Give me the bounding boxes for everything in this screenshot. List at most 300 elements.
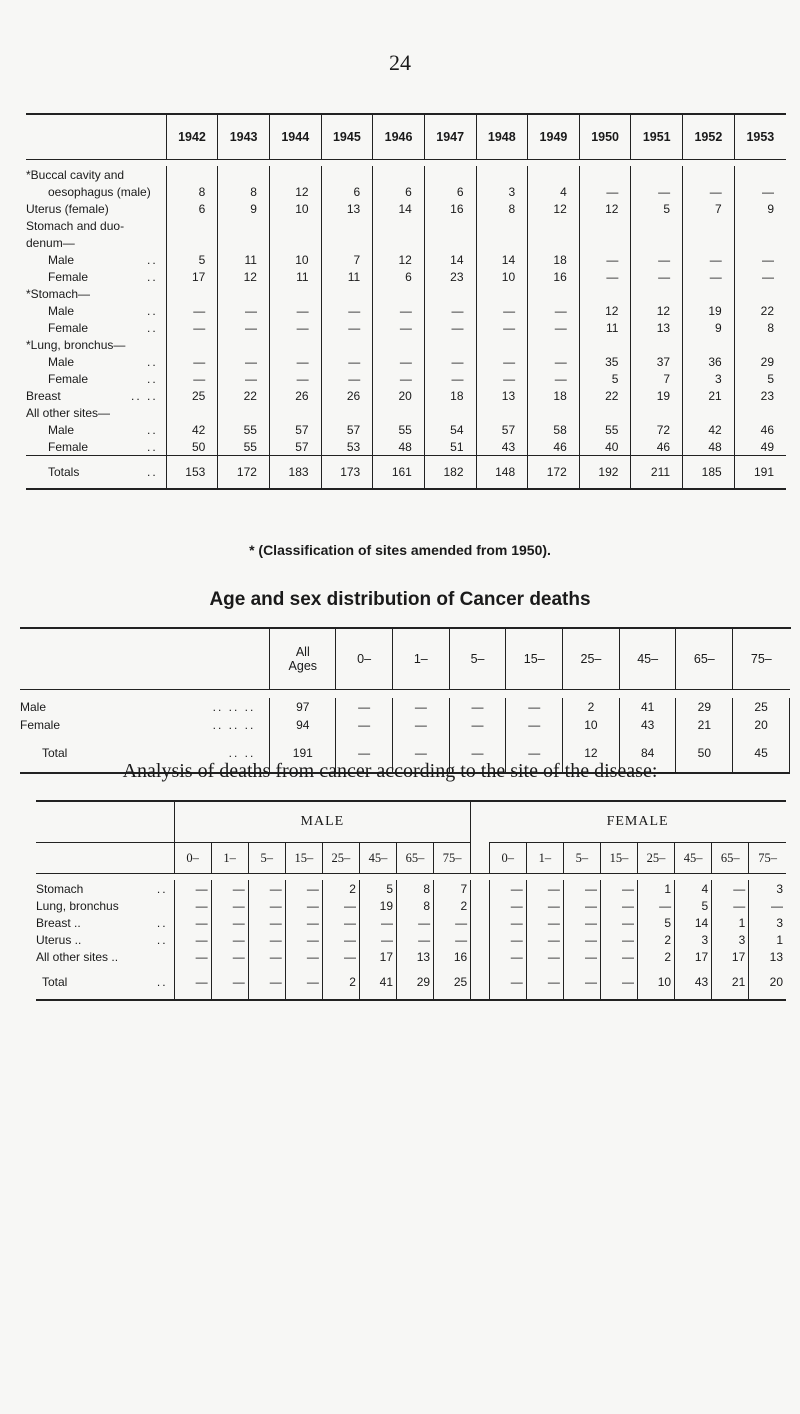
- total-cell: 161: [373, 456, 425, 490]
- row-label: [26, 404, 166, 421]
- value-cell: —: [424, 353, 476, 370]
- female-age-header: 75–: [749, 843, 786, 874]
- value-cell: [269, 336, 321, 353]
- value-cell: [631, 234, 683, 251]
- leader-dots: ..: [146, 439, 158, 454]
- value-cell: [683, 234, 735, 251]
- female-age-header: 15–: [600, 843, 637, 874]
- female-total-cell: —: [526, 965, 563, 1000]
- age-group-header: [676, 628, 733, 690]
- blank-header: [26, 114, 166, 160]
- female-total-cell: —: [600, 965, 637, 1000]
- table-row: [36, 897, 786, 914]
- total-row: [36, 965, 786, 1000]
- female-value-cell: 17: [675, 948, 712, 965]
- total-cell: —: [392, 734, 449, 773]
- value-cell: [476, 336, 528, 353]
- value-cell: 12: [579, 302, 631, 319]
- value-cell: [528, 404, 580, 421]
- value-cell: [166, 234, 218, 251]
- male-value-cell: 7: [434, 880, 471, 897]
- row-label-text: Lung, bronchus: [36, 898, 119, 913]
- row-label: [36, 948, 174, 965]
- row-label-text: Female: [48, 269, 89, 284]
- value-cell: —: [631, 268, 683, 285]
- value-cell: [218, 336, 270, 353]
- female-total-cell: —: [489, 965, 526, 1000]
- value-cell: 36: [683, 353, 735, 370]
- value-cell: [269, 234, 321, 251]
- year-header: 1943: [218, 114, 270, 160]
- male-value-cell: —: [174, 931, 211, 948]
- male-value-cell: 2: [434, 897, 471, 914]
- age-group-header-text: 15–: [523, 652, 545, 666]
- female-value-cell: —: [489, 897, 526, 914]
- value-cell: 6: [321, 183, 373, 200]
- female-value-cell: 13: [749, 948, 786, 965]
- value-cell: [373, 217, 425, 234]
- male-value-cell: —: [359, 931, 396, 948]
- age-sex-table: [20, 627, 790, 774]
- row-label-text: Male: [48, 422, 75, 437]
- value-cell: [424, 217, 476, 234]
- value-cell: 26: [321, 387, 373, 404]
- row-label: [26, 336, 166, 353]
- table-row: [36, 931, 786, 948]
- row-label-text: *Lung, bronchus—: [26, 337, 126, 352]
- value-cell: —: [734, 268, 786, 285]
- male-value-cell: —: [434, 931, 471, 948]
- value-cell: 7: [683, 200, 735, 217]
- female-value-cell: —: [712, 880, 749, 897]
- male-value-cell: —: [211, 897, 248, 914]
- value-cell: 21: [676, 716, 733, 734]
- female-total-cell: —: [563, 965, 600, 1000]
- age-group-header: [449, 628, 506, 690]
- value-cell: —: [528, 370, 580, 387]
- age-group-header: [506, 628, 563, 690]
- leader-dots: .. .. ..: [212, 700, 256, 714]
- value-cell: —: [336, 716, 393, 734]
- female-value-cell: —: [489, 931, 526, 948]
- female-value-cell: —: [526, 897, 563, 914]
- male-age-header: 0–: [174, 843, 211, 874]
- male-value-cell: —: [174, 948, 211, 965]
- value-cell: 29: [734, 353, 786, 370]
- age-group-header-text: 5–: [470, 652, 485, 666]
- value-cell: [321, 285, 373, 302]
- female-value-cell: —: [749, 897, 786, 914]
- value-cell: [476, 217, 528, 234]
- male-age-header: 75–: [434, 843, 471, 874]
- total-cell: 45: [733, 734, 790, 773]
- male-value-cell: —: [174, 897, 211, 914]
- total-label-text: Total: [42, 975, 68, 989]
- value-cell: 42: [166, 421, 218, 438]
- value-cell: [373, 404, 425, 421]
- total-cell: —: [506, 734, 563, 773]
- value-cell: —: [579, 268, 631, 285]
- female-value-cell: —: [638, 897, 675, 914]
- total-cell: 211: [631, 456, 683, 490]
- value-cell: 55: [373, 421, 425, 438]
- value-cell: 37: [631, 353, 683, 370]
- value-cell: 22: [218, 387, 270, 404]
- female-total-cell: 43: [675, 965, 712, 1000]
- total-cell: 191: [734, 456, 786, 490]
- value-cell: 20: [733, 716, 790, 734]
- gap-cell: [471, 914, 490, 931]
- female-value-cell: 2: [638, 948, 675, 965]
- row-label-text: Breast: [26, 388, 61, 403]
- value-cell: [424, 234, 476, 251]
- total-cell: 185: [683, 456, 735, 490]
- value-cell: —: [631, 183, 683, 200]
- value-cell: [528, 166, 580, 183]
- male-total-cell: 2: [322, 965, 359, 1000]
- female-age-header: 65–: [712, 843, 749, 874]
- value-cell: [579, 166, 631, 183]
- value-cell: —: [506, 716, 563, 734]
- spacer-row: [20, 690, 790, 699]
- table-row: [26, 302, 786, 319]
- value-cell: [579, 217, 631, 234]
- female-value-cell: —: [489, 880, 526, 897]
- gap-cell: [471, 843, 490, 874]
- year-header: 1948: [476, 114, 528, 160]
- male-value-cell: 8: [397, 880, 434, 897]
- value-cell: 18: [424, 387, 476, 404]
- row-label: [26, 319, 166, 336]
- age-group-header-text: 75–: [750, 652, 772, 666]
- value-cell: —: [449, 716, 506, 734]
- value-cell: 42: [683, 421, 735, 438]
- table-row: [26, 336, 786, 353]
- row-label: [26, 251, 166, 268]
- male-age-header: 5–: [248, 843, 285, 874]
- value-cell: [528, 234, 580, 251]
- value-cell: 13: [631, 319, 683, 336]
- value-cell: —: [336, 698, 393, 716]
- row-label: [26, 421, 166, 438]
- value-cell: 6: [373, 183, 425, 200]
- value-cell: 58: [528, 421, 580, 438]
- leader-dots: ..: [146, 303, 158, 318]
- age-sex-title: Age and sex distribution of Cancer deaths: [209, 589, 591, 610]
- value-cell: 12: [528, 200, 580, 217]
- age-group-header-text: All Ages: [288, 645, 318, 673]
- value-cell: 51: [424, 438, 476, 456]
- female-value-cell: 3: [749, 880, 786, 897]
- row-label: [36, 931, 174, 948]
- value-cell: —: [321, 319, 373, 336]
- value-cell: 23: [734, 387, 786, 404]
- totals-row: [26, 456, 786, 490]
- total-cell: 172: [528, 456, 580, 490]
- female-value-cell: —: [563, 914, 600, 931]
- total-cell: 12: [563, 734, 620, 773]
- male-value-cell: —: [248, 880, 285, 897]
- leader-dots: ..: [146, 269, 158, 284]
- row-label: [20, 716, 270, 734]
- row-label-text: Female: [20, 718, 61, 732]
- male-value-cell: —: [285, 914, 322, 931]
- male-total-cell: —: [248, 965, 285, 1000]
- value-cell: [166, 336, 218, 353]
- value-cell: [269, 404, 321, 421]
- female-total-cell: 21: [712, 965, 749, 1000]
- male-value-cell: —: [322, 948, 359, 965]
- value-cell: 48: [373, 438, 425, 456]
- value-cell: [476, 166, 528, 183]
- female-value-cell: —: [526, 931, 563, 948]
- value-cell: 11: [269, 268, 321, 285]
- value-cell: —: [166, 353, 218, 370]
- value-cell: —: [683, 268, 735, 285]
- row-label-text: Male: [48, 252, 75, 267]
- female-value-cell: 2: [638, 931, 675, 948]
- leader-dots: ..: [156, 975, 168, 989]
- age-group-header-text: 45–: [637, 652, 659, 666]
- year-header: 1945: [321, 114, 373, 160]
- value-cell: [476, 285, 528, 302]
- value-cell: 4: [528, 183, 580, 200]
- value-cell: —: [506, 698, 563, 716]
- row-label-text: All other sites—: [26, 405, 111, 420]
- value-cell: 18: [528, 387, 580, 404]
- totals-label: [26, 456, 166, 490]
- value-cell: [166, 285, 218, 302]
- value-cell: —: [424, 302, 476, 319]
- value-cell: 7: [631, 370, 683, 387]
- female-value-cell: 3: [675, 931, 712, 948]
- value-cell: [734, 336, 786, 353]
- value-cell: —: [218, 353, 270, 370]
- value-cell: 10: [563, 716, 620, 734]
- value-cell: —: [269, 319, 321, 336]
- leader-dots: ..: [156, 915, 168, 930]
- totals-label-text: Totals: [48, 465, 80, 479]
- leader-dots: .. .. ..: [212, 718, 256, 732]
- value-cell: 8: [476, 200, 528, 217]
- leader-dots: ..: [146, 354, 158, 369]
- age-group-header: [336, 628, 393, 690]
- male-total-cell: —: [285, 965, 322, 1000]
- value-cell: —: [449, 698, 506, 716]
- value-cell: 25: [166, 387, 218, 404]
- value-cell: 19: [683, 302, 735, 319]
- female-value-cell: 1: [712, 914, 749, 931]
- value-cell: 94: [270, 716, 336, 734]
- value-cell: 7: [321, 251, 373, 268]
- value-cell: [321, 217, 373, 234]
- value-cell: —: [528, 353, 580, 370]
- spacer-cell: [20, 690, 790, 699]
- value-cell: —: [424, 319, 476, 336]
- leader-dots: ..: [146, 465, 158, 479]
- value-cell: 3: [683, 370, 735, 387]
- sex-header-row: [36, 801, 786, 843]
- value-cell: —: [373, 319, 425, 336]
- value-cell: 12: [373, 251, 425, 268]
- value-cell: —: [683, 251, 735, 268]
- leader-dots: ..: [156, 932, 168, 947]
- female-value-cell: —: [489, 948, 526, 965]
- male-age-header: 25–: [322, 843, 359, 874]
- row-label: [36, 914, 174, 931]
- age-group-header-text: 0–: [357, 652, 372, 666]
- value-cell: 14: [373, 200, 425, 217]
- value-cell: 12: [631, 302, 683, 319]
- value-cell: 21: [683, 387, 735, 404]
- female-age-header: 0–: [489, 843, 526, 874]
- value-cell: 14: [476, 251, 528, 268]
- table-row: [26, 421, 786, 438]
- row-label-text: *Buccal cavity and: [26, 167, 125, 182]
- total-cell: 191: [270, 734, 336, 773]
- year-header: 1947: [424, 114, 476, 160]
- male-value-cell: —: [211, 931, 248, 948]
- value-cell: [269, 166, 321, 183]
- male-value-cell: —: [285, 931, 322, 948]
- female-value-cell: 1: [749, 931, 786, 948]
- value-cell: 40: [579, 438, 631, 456]
- value-cell: 53: [321, 438, 373, 456]
- value-cell: 25: [733, 698, 790, 716]
- female-value-cell: —: [600, 880, 637, 897]
- male-total-cell: —: [211, 965, 248, 1000]
- blank-header: [36, 801, 174, 843]
- value-cell: —: [528, 302, 580, 319]
- value-cell: [424, 336, 476, 353]
- row-label-text: Male: [48, 354, 75, 369]
- row-label-text: Male: [48, 303, 75, 318]
- leader-dots: ..: [146, 371, 158, 386]
- male-value-cell: —: [248, 931, 285, 948]
- value-cell: 23: [424, 268, 476, 285]
- value-cell: 17: [166, 268, 218, 285]
- female-value-cell: 5: [675, 897, 712, 914]
- value-cell: 14: [424, 251, 476, 268]
- value-cell: 55: [218, 421, 270, 438]
- value-cell: 10: [269, 200, 321, 217]
- age-group-header: [619, 628, 676, 690]
- male-value-cell: —: [434, 914, 471, 931]
- row-label-text: Stomach: [36, 881, 84, 896]
- value-cell: —: [528, 319, 580, 336]
- row-label: [26, 183, 166, 200]
- value-cell: 46: [631, 438, 683, 456]
- row-label-text: oesophagus (male): [48, 184, 151, 199]
- value-cell: 11: [321, 268, 373, 285]
- site-analysis-table: [36, 800, 786, 1001]
- female-value-cell: —: [526, 914, 563, 931]
- value-cell: 22: [734, 302, 786, 319]
- female-value-cell: —: [526, 948, 563, 965]
- value-cell: [373, 336, 425, 353]
- value-cell: 57: [321, 421, 373, 438]
- male-value-cell: —: [211, 880, 248, 897]
- age-group-header: [270, 628, 336, 690]
- value-cell: 57: [476, 421, 528, 438]
- table-row: [26, 438, 786, 456]
- value-cell: —: [579, 183, 631, 200]
- blank-header: [20, 628, 270, 690]
- value-cell: [734, 166, 786, 183]
- table-row: [26, 319, 786, 336]
- value-cell: [166, 166, 218, 183]
- female-total-cell: 20: [749, 965, 786, 1000]
- female-value-cell: —: [600, 914, 637, 931]
- value-cell: [373, 234, 425, 251]
- value-cell: [269, 285, 321, 302]
- male-value-cell: —: [285, 897, 322, 914]
- value-cell: 19: [631, 387, 683, 404]
- value-cell: 46: [528, 438, 580, 456]
- value-cell: [321, 404, 373, 421]
- value-cell: 9: [218, 200, 270, 217]
- age-group-header-text: 65–: [693, 652, 715, 666]
- value-cell: 57: [269, 421, 321, 438]
- value-cell: 5: [166, 251, 218, 268]
- value-cell: —: [734, 251, 786, 268]
- value-cell: 41: [619, 698, 676, 716]
- value-cell: [373, 285, 425, 302]
- table-row: [36, 880, 786, 897]
- table-row: [26, 353, 786, 370]
- female-value-cell: —: [526, 880, 563, 897]
- female-value-cell: 5: [638, 914, 675, 931]
- value-cell: 50: [166, 438, 218, 456]
- row-label: [20, 698, 270, 716]
- total-cell: —: [336, 734, 393, 773]
- male-total-cell: 25: [434, 965, 471, 1000]
- table-row: [36, 948, 786, 965]
- value-cell: [683, 404, 735, 421]
- value-cell: 54: [424, 421, 476, 438]
- value-cell: [631, 336, 683, 353]
- value-cell: [166, 404, 218, 421]
- female-age-header: 45–: [675, 843, 712, 874]
- value-cell: [528, 285, 580, 302]
- female-value-cell: 3: [712, 931, 749, 948]
- year-header: 1953: [734, 114, 786, 160]
- value-cell: [424, 166, 476, 183]
- value-cell: —: [476, 353, 528, 370]
- female-age-header: 5–: [563, 843, 600, 874]
- value-cell: 29: [676, 698, 733, 716]
- value-cell: 16: [528, 268, 580, 285]
- value-cell: [476, 234, 528, 251]
- total-label: [36, 965, 174, 1000]
- female-value-cell: 17: [712, 948, 749, 965]
- value-cell: 11: [579, 319, 631, 336]
- female-value-cell: —: [712, 897, 749, 914]
- male-value-cell: —: [248, 914, 285, 931]
- value-cell: —: [321, 353, 373, 370]
- female-value-cell: —: [600, 897, 637, 914]
- male-total-cell: 29: [397, 965, 434, 1000]
- table-row: [26, 268, 786, 285]
- row-label: [36, 880, 174, 897]
- value-cell: [218, 166, 270, 183]
- leader-dots: ..: [146, 252, 158, 267]
- value-cell: 18: [528, 251, 580, 268]
- gap-cell: [471, 931, 490, 948]
- value-cell: 2: [563, 698, 620, 716]
- year-header: 1942: [166, 114, 218, 160]
- year-header: 1944: [269, 114, 321, 160]
